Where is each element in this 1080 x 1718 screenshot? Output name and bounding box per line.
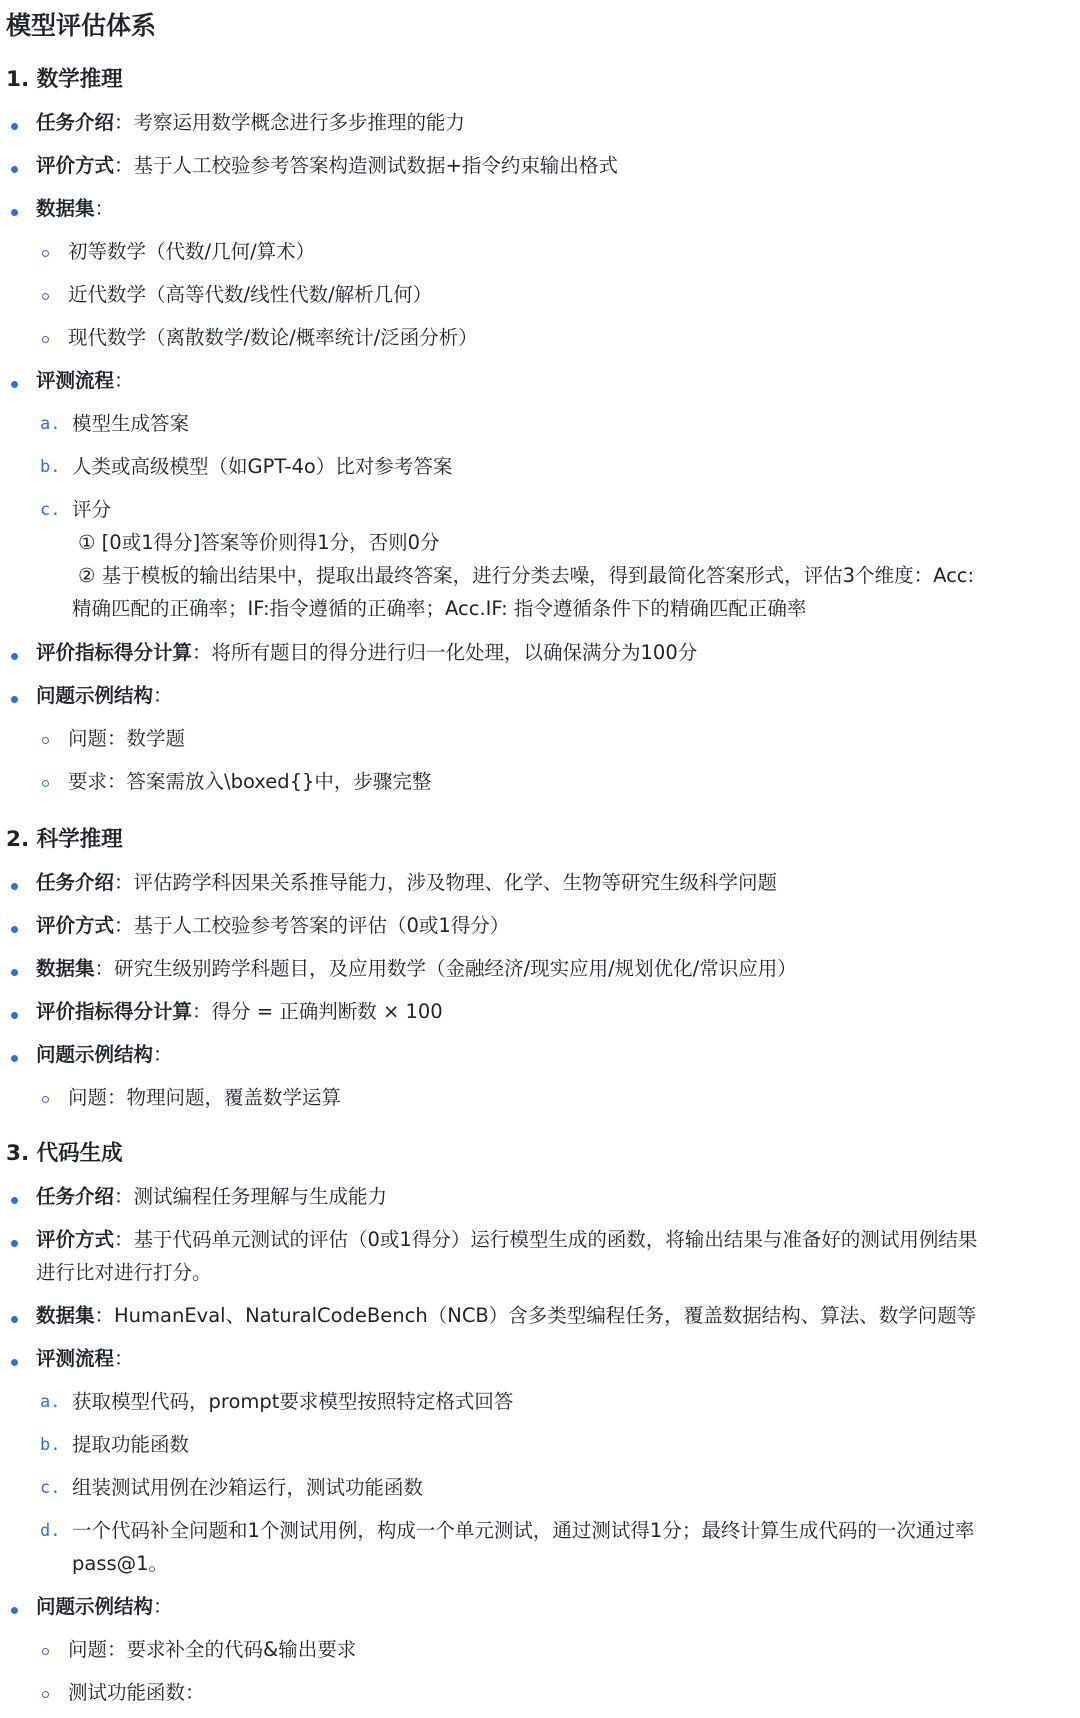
ordered-item: 人类或高级模型（如GPT-4o）比对参考答案 [72,455,453,478]
item-label: 评价方式 [36,154,115,177]
item-text: ：得分 = 正确判断数 × 100 [192,1000,443,1023]
list-item-method [36,151,618,181]
page-title: 模型评估体系 [6,11,157,40]
sub-list-item: 问题：物理问题，覆盖数学运算 [68,1086,342,1109]
bullet-dot [11,653,18,660]
item-colon: ： [153,1595,173,1618]
sub-list-item: 初等数学（代数/几何/算术） [68,240,316,263]
sub-bullet-ring [42,1691,49,1698]
list-item-task [36,868,777,898]
item-label: 评价指标得分计算 [36,1000,193,1023]
item-text: ：评估跨学科因果关系推导能力，涉及物理、化学、生物等研究生级科学问题 [114,871,778,894]
bullet-dot [11,1607,18,1614]
list-item-dataset [36,954,797,984]
item-label: 评价方式 [36,914,115,937]
item-colon: ： [153,1043,173,1066]
item-label: 评价指标得分计算 [36,641,193,664]
list-item-metric [36,997,443,1027]
bullet-dot [11,1359,18,1366]
item-label: 问题示例结构 [36,684,154,707]
list-item-method-cont: 进行比对进行打分。 [36,1261,212,1284]
bullet-dot [11,381,18,388]
bullet-dot [11,1197,18,1204]
section-heading-science: 2. 科学推理 [6,827,123,852]
sub-list-item: 问题：要求补全的代码&输出要求 [68,1638,357,1661]
list-item-method [36,1225,977,1255]
ordered-marker: c. [40,500,61,520]
list-item-example [36,681,173,711]
ordered-marker: d. [40,1521,61,1541]
item-label: 任务介绍 [36,1185,115,1208]
list-item-example [36,1040,173,1070]
bullet-dot [11,1012,18,1019]
ordered-marker: c. [40,1478,61,1498]
sub-list-item: 现代数学（离散数学/数论/概率统计/泛函分析） [68,326,478,349]
item-colon: ： [94,197,115,220]
section-heading-code: 3. 代码生成 [6,1141,123,1166]
sub-bullet-ring [42,293,49,300]
sub-bullet-ring [42,1648,49,1655]
item-label: 任务介绍 [36,871,115,894]
item-label: 数据集 [36,957,95,980]
bullet-dot [11,883,18,890]
sub-bullet-ring [42,250,49,257]
item-label: 问题示例结构 [36,1043,154,1066]
list-item-dataset [36,1301,976,1331]
list-item-metric [36,638,697,668]
item-label: 问题示例结构 [36,1595,154,1618]
ordered-marker: b. [40,1435,61,1455]
list-item-method [36,911,509,941]
item-text: ：HumanEval、NaturalCodeBench（NCB）含多类型编程任务，覆盖数据结构、算法、数学问题等 [94,1304,977,1327]
bullet-dot [11,209,18,216]
ordered-item: 获取模型代码，prompt要求模型按照特定格式回答 [72,1390,514,1413]
ordered-item-cont: pass@1。 [72,1552,169,1575]
ordered-marker: a. [40,1392,61,1412]
sub-list-item: 近代数学（高等代数/线性代数/解析几何） [68,283,433,306]
score-rule-2-cont: 精确匹配的正确率；IF:指令遵循的正确率；Acc.IF: 指令遵循条件下的精确匹配正确率 [72,597,807,620]
bullet-dot [11,926,18,933]
item-colon: ： [114,1347,134,1370]
sub-bullet-ring [42,780,49,787]
ordered-item: 模型生成答案 [72,412,190,435]
bullet-dot [11,1055,18,1062]
bullet-dot [11,696,18,703]
ordered-item: 评分 [72,498,112,521]
item-label: 评测流程 [36,369,115,392]
ordered-marker: a. [40,414,61,434]
ordered-item: 组装测试用例在沙箱运行，测试功能函数 [72,1476,424,1499]
list-item-flow [36,1344,134,1374]
item-text: ：测试编程任务理解与生成能力 [114,1185,388,1208]
item-label: 评测流程 [36,1347,115,1370]
item-label: 任务介绍 [36,111,115,134]
sub-list-item: 要求：答案需放入\boxed{}中，步骤完整 [68,770,432,793]
list-item-task [36,108,465,138]
item-colon: ： [153,684,173,707]
sub-list-item: 问题：数学题 [68,727,186,750]
section-heading-math: 1. 数学推理 [6,67,123,92]
item-text: ：基于人工校验参考答案的评估（0或1得分） [114,914,510,937]
item-text: ：将所有题目的得分进行归一化处理，以确保满分为100分 [192,641,698,664]
ordered-item: 提取功能函数 [72,1433,190,1456]
sub-bullet-ring [42,336,49,343]
item-label: 评价方式 [36,1228,115,1251]
sub-list-item: 测试功能函数： [68,1681,205,1704]
item-text: ：基于人工校验参考答案构造测试数据+指令约束输出格式 [114,154,618,177]
list-item-flow [36,366,134,396]
list-item-task [36,1182,387,1212]
bullet-dot [11,969,18,976]
item-text: ：考察运用数学概念进行多步推理的能力 [114,111,466,134]
item-text: ：基于代码单元测试的评估（0或1得分）运行模型生成的函数，将输出结果与准备好的测试用例结果 [114,1228,978,1251]
item-label: 数据集 [36,197,95,220]
bullet-dot [11,1240,18,1247]
item-colon: ： [114,369,134,392]
sub-bullet-ring [42,1096,49,1103]
bullet-dot [11,166,18,173]
bullet-dot [11,1316,18,1323]
list-item-dataset [36,194,114,224]
sub-bullet-ring [42,737,49,744]
list-item-example [36,1592,173,1622]
score-rule-1: ① [0或1得分]答案等价则得1分，否则0分 [78,531,440,554]
ordered-item: 一个代码补全问题和1个测试用例，构成一个单元测试，通过测试得1分；最终计算生成代码的一次通过率 [72,1519,975,1542]
item-label: 数据集 [36,1304,95,1327]
ordered-marker: b. [40,457,61,477]
score-rule-2: ② 基于模板的输出结果中，提取出最终答案，进行分类去噪，得到最简化答案形式，评估3个维度：Acc: [78,564,975,587]
bullet-dot [11,123,18,130]
item-text: ：研究生级别跨学科题目，及应用数学（金融经济/现实应用/规划优化/常识应用） [94,957,797,980]
